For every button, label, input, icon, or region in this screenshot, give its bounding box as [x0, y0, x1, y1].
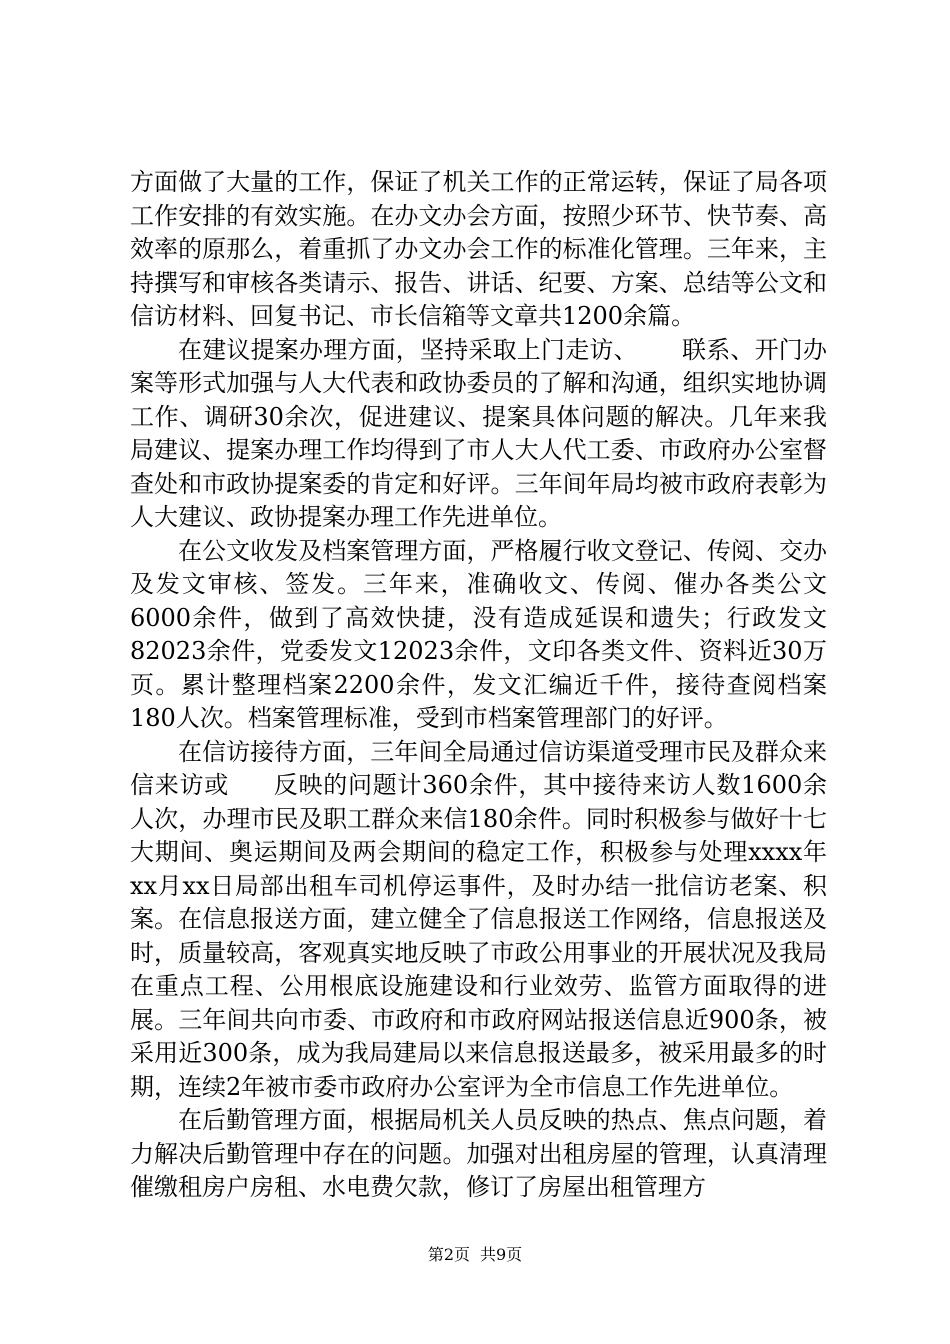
paragraph-petition-reception: [130, 736, 827, 1105]
paragraph-text-part-2: 反映的问题计360余件，其中接待来访人数1600余人次，办理市民及职工群众来信180余件。同时积极参与做好十七大期间、奥运期间及两会期间的稳定工作，积极参与处理xxxx年xx月xx日局部出租车司机停运事件，及时办结一批信访老案、积案。在信息报送方面，建立健全了信息报送工作网络，信息报送及时，质量较高，客观真实地反映了市政公用事业的开展状况及我局在重点工程、公用根底设施建设和行业效劳、监管方面取得的进展。三年间共向市委、市政府和市政府网站报送信息近900条，被采用近300条，成为我局建局以来信息报送最多，被采用最多的时期，连续2年被市委市政府办公室评为全市信息工作先进单位。: [130, 771, 828, 1101]
paragraph-text: 在公文收发及档案管理方面，严格履行收文登记、传阅、交办及发文审核、签发。三年来，准确收文、传阅、催办各类公文6000余件，做到了高效快捷，没有造成延误和遗失；行政发文82023余件，党委发文12023余件，文印各类文件、资料近30万页。累计整理档案2200余件，发文汇编近千件，接待查阅档案180人次。档案管理标准，受到市档案管理部门的好评。: [130, 536, 827, 732]
document-body: [130, 166, 827, 1205]
paragraph-text-part-2: 联系、开门办案等形式加强与人大代表和政协委员的了解和沟通，组织实地协调工作、调研30余次，促进建议、提案具体问题的解决。几年来我局建议、提案办理工作均得到了市人大人代工委、市政府办公室督查处和市政协提案委的肯定和好评。三年间年局均被市政府表彰为人大建议、政协提案办理工作先进单位。: [130, 335, 828, 531]
page-total: 共9页: [480, 1245, 523, 1264]
paragraph-text: 在后勤管理方面，根据局机关人员反映的热点、焦点问题，着力解决后勤管理中存在的问题。加强对出租房屋的管理，认真清理催缴租房户房租、水电费欠款，修订了房屋出租管理方: [130, 1106, 827, 1201]
page-footer: [0, 1245, 950, 1265]
paragraph-proposal-handling: [130, 334, 827, 535]
paragraph-text-part-1: 在信访接待方面，三年间全局通过信访渠道受理市民及群众来信来访或: [130, 737, 827, 799]
paragraph-office-work-continued: [130, 166, 827, 334]
page-number: 第2页: [427, 1245, 470, 1264]
paragraph-text: 方面做了大量的工作，保证了机关工作的正常运转，保证了局各项工作安排的有效实施。在办文办会方面，按照少环节、快节奏、高效率的原那么，着重抓了办文办会工作的标准化管理。三年来，主持撰写和审核各类请示、报告、讲话、纪要、方案、总结等公文和信访材料、回复书记、市长信箱等文章共1200余篇。: [130, 168, 827, 330]
paragraph-text-part-1: 在建议提案办理方面，坚持采取上门走访、: [178, 335, 638, 364]
paragraph-document-archive: [130, 535, 827, 736]
paragraph-logistics-management: [130, 1104, 827, 1205]
